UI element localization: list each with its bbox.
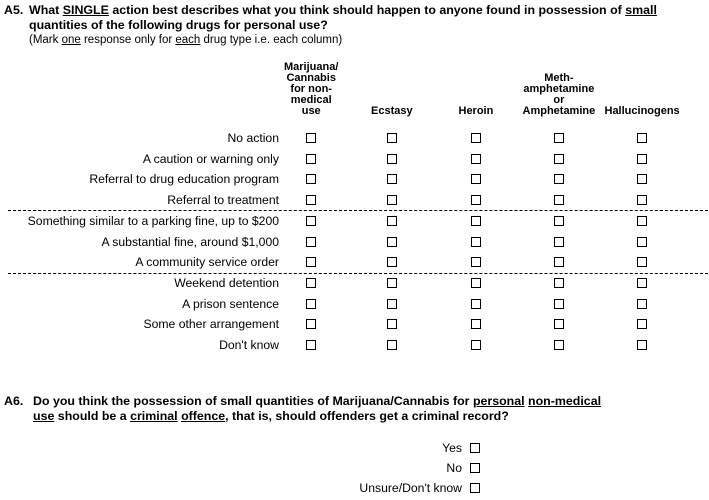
row-label: Something similar to a parking fine, up to $200 bbox=[27, 213, 279, 228]
column-header bbox=[523, 73, 596, 117]
response-checkbox[interactable] bbox=[387, 319, 397, 329]
column-header-line: Cannabis bbox=[286, 72, 336, 84]
row-label: Don't know bbox=[219, 338, 279, 352]
column-header-line: Meth- bbox=[544, 72, 574, 84]
column-header bbox=[284, 62, 338, 117]
question-a5-instruction: (Mark one response only for each drug type i.e. each column) bbox=[29, 34, 343, 46]
response-checkbox[interactable] bbox=[471, 174, 481, 184]
a6-option-checkbox[interactable] bbox=[470, 443, 480, 453]
response-checkbox[interactable] bbox=[471, 299, 481, 309]
group-divider bbox=[8, 210, 708, 211]
column-header-line: Ecstasy bbox=[371, 105, 413, 117]
column-header bbox=[371, 106, 413, 117]
response-checkbox[interactable] bbox=[637, 216, 647, 226]
response-checkbox[interactable] bbox=[554, 299, 564, 309]
response-checkbox[interactable] bbox=[387, 154, 397, 164]
question-a6-text: Do you think the possession of small quantities of Marijuana/Cannabis for personal non-medical use should be a criminal offence, that is, should offenders get a criminal record? bbox=[33, 394, 602, 423]
row-label: Referral to treatment bbox=[167, 193, 279, 208]
response-checkbox[interactable] bbox=[387, 299, 397, 309]
response-checkbox[interactable] bbox=[554, 340, 564, 350]
response-checkbox[interactable] bbox=[471, 195, 481, 205]
column-header-line: for non- bbox=[290, 83, 332, 95]
response-checkbox[interactable] bbox=[471, 319, 481, 329]
a6-option-checkbox[interactable] bbox=[470, 483, 480, 493]
response-checkbox[interactable] bbox=[637, 195, 647, 205]
response-checkbox[interactable] bbox=[554, 237, 564, 247]
response-checkbox[interactable] bbox=[637, 257, 647, 267]
column-header-line: Hallucinogens bbox=[604, 105, 680, 117]
response-checkbox[interactable] bbox=[554, 174, 564, 184]
response-checkbox[interactable] bbox=[306, 216, 316, 226]
response-checkbox[interactable] bbox=[637, 174, 647, 184]
column-header-line: or bbox=[553, 94, 565, 106]
column-header-line: Marijuana/ bbox=[284, 61, 339, 73]
row-label: A community service order bbox=[135, 255, 279, 270]
response-checkbox[interactable] bbox=[387, 237, 397, 247]
response-checkbox[interactable] bbox=[387, 174, 397, 184]
response-checkbox[interactable] bbox=[306, 319, 316, 329]
response-checkbox[interactable] bbox=[387, 257, 397, 267]
response-checkbox[interactable] bbox=[306, 154, 316, 164]
emphasis-small: small bbox=[625, 3, 657, 17]
response-checkbox[interactable] bbox=[306, 237, 316, 247]
response-checkbox[interactable] bbox=[554, 154, 564, 164]
response-checkbox[interactable] bbox=[306, 299, 316, 309]
column-header-line: use bbox=[301, 105, 321, 117]
response-checkbox[interactable] bbox=[387, 340, 397, 350]
column-header-line: Amphetamine bbox=[522, 105, 596, 117]
response-checkbox[interactable] bbox=[306, 133, 316, 143]
response-checkbox[interactable] bbox=[306, 174, 316, 184]
response-checkbox[interactable] bbox=[306, 195, 316, 205]
response-checkbox[interactable] bbox=[471, 278, 481, 288]
column-header bbox=[605, 106, 680, 117]
response-checkbox[interactable] bbox=[387, 278, 397, 288]
response-checkbox[interactable] bbox=[637, 237, 647, 247]
response-checkbox[interactable] bbox=[637, 278, 647, 288]
question-a5-text: What SINGLE action best describes what you think should happen to anyone found in possession of small quantities of the following drugs for personal use? bbox=[29, 3, 657, 32]
row-label: Some other arrangement bbox=[143, 317, 279, 332]
column-header-line: Heroin bbox=[458, 105, 494, 117]
response-checkbox[interactable] bbox=[554, 319, 564, 329]
response-checkbox[interactable] bbox=[637, 133, 647, 143]
response-checkbox[interactable] bbox=[637, 154, 647, 164]
a6-option-checkbox[interactable] bbox=[470, 463, 480, 473]
row-label: A substantial fine, around $1,000 bbox=[101, 234, 279, 249]
row-label: Weekend detention bbox=[174, 275, 279, 290]
response-checkbox[interactable] bbox=[387, 195, 397, 205]
response-checkbox[interactable] bbox=[306, 278, 316, 288]
column-header-line: amphetamine bbox=[523, 83, 595, 95]
a6-option-label: No bbox=[446, 461, 462, 475]
response-checkbox[interactable] bbox=[554, 195, 564, 205]
response-checkbox[interactable] bbox=[554, 278, 564, 288]
column-header bbox=[459, 106, 494, 117]
row-label: A caution or warning only bbox=[142, 151, 279, 166]
group-divider bbox=[8, 273, 708, 274]
row-label: Referral to drug education program bbox=[89, 172, 279, 187]
response-checkbox[interactable] bbox=[471, 154, 481, 164]
response-checkbox[interactable] bbox=[306, 340, 316, 350]
response-checkbox[interactable] bbox=[554, 257, 564, 267]
question-a6-number: A6. bbox=[4, 394, 24, 408]
response-checkbox[interactable] bbox=[637, 319, 647, 329]
response-checkbox[interactable] bbox=[306, 257, 316, 267]
question-a5-number: A5. bbox=[4, 3, 24, 17]
a6-option-label: Unsure/Don't know bbox=[359, 481, 462, 495]
response-checkbox[interactable] bbox=[554, 133, 564, 143]
response-checkbox[interactable] bbox=[471, 237, 481, 247]
response-checkbox[interactable] bbox=[471, 133, 481, 143]
response-checkbox[interactable] bbox=[387, 133, 397, 143]
response-checkbox[interactable] bbox=[637, 299, 647, 309]
emphasis-single: SINGLE bbox=[62, 3, 109, 17]
response-checkbox[interactable] bbox=[471, 340, 481, 350]
column-header-line: medical bbox=[290, 94, 332, 106]
response-checkbox[interactable] bbox=[554, 216, 564, 226]
row-label: A prison sentence bbox=[182, 296, 279, 311]
a6-option-label: Yes bbox=[442, 441, 462, 455]
response-checkbox[interactable] bbox=[637, 340, 647, 350]
response-checkbox[interactable] bbox=[471, 257, 481, 267]
response-checkbox[interactable] bbox=[387, 216, 397, 226]
row-label: No action bbox=[227, 131, 279, 145]
response-checkbox[interactable] bbox=[471, 216, 481, 226]
